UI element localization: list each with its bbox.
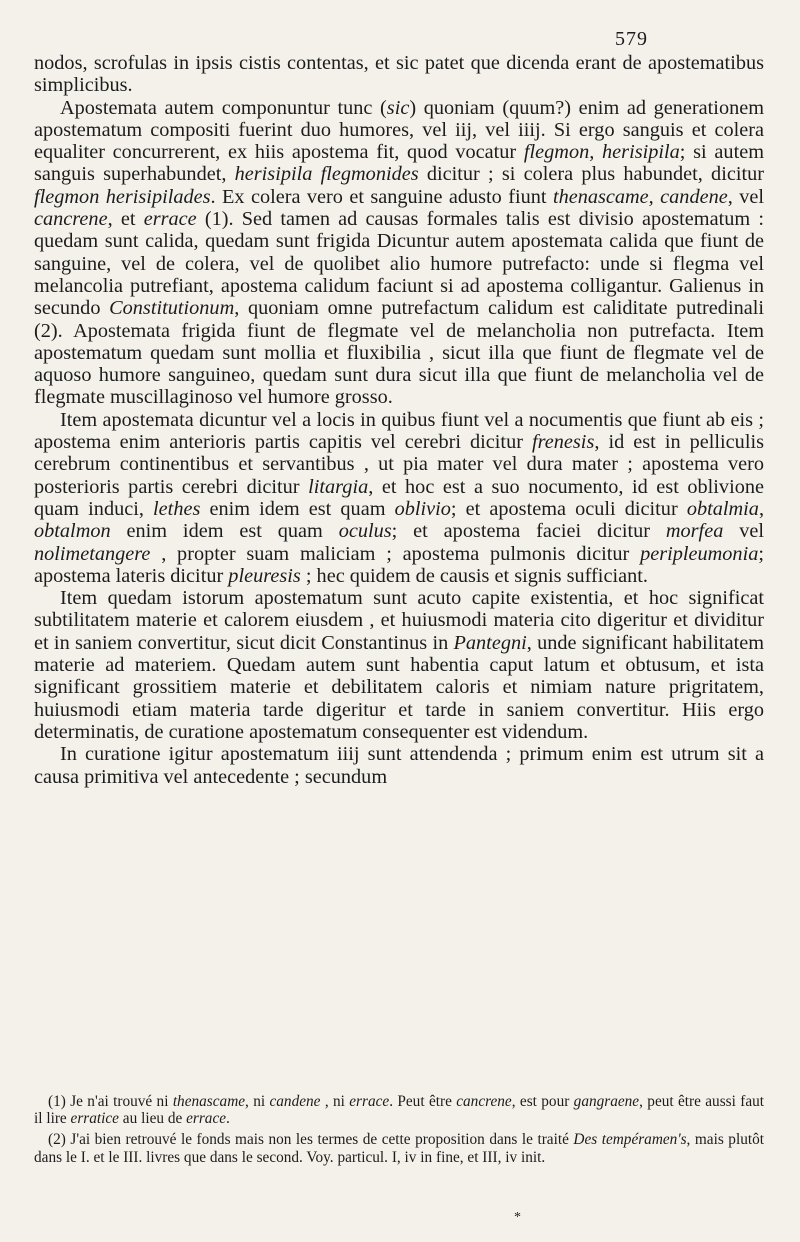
paragraph-5: In curatione igitur apostematum iiij sunt attendenda ; primum enim est utrum sit a causa primitiva vel antecedente ; secundum bbox=[34, 743, 764, 788]
paragraph-4: Item quedam istorum apostematum sunt acuto capite existentia, et hoc significat subtilitatem materie et calorem eiusdem , et huiusmodi materia cito digeritur et dividitur et in saniem convertitur, sicut dicit Constantinus in Pantegni, unde significant habilitatem materie ad materiem. Quedam autem sunt habentia caput latum et obtusum, et ista significant grossitiem materie et debilitatem caloris et nimiam nature prigritatem, huiusmodi etiam materia tarde digeritur et tarde in saniem convertitur. Hiis ergo determinatis, de curatione apostematum consequenter est videndum. bbox=[34, 587, 764, 743]
footnote-1: (1) Je n'ai trouvé ni thenascame, ni candene , ni errace. Peut être cancrene, est pour gangraene, peut être aussi faut il lire erratice au lieu de errace. bbox=[34, 1093, 765, 1128]
paragraph-2: Apostemata autem componuntur tunc (sic) quoniam (quum?) enim ad generationem apostematum compositi fuerint duo humores, vel iij, vel iiij. Si ergo sanguis et colera equaliter concurrerent, ex hiis apostema fit, quod vocatur flegmon, herisipila; si autem sanguis superhabundet, herisipila flegmonides dicitur ; si colera plus habundet, dicitur flegmon herisipilades. Ex colera vero et sanguine adusto fiunt thenascame, candene, vel cancrene, et errace (1). Sed tamen ad causas formales talis est divisio apostematum : quedam sunt calida, quedam sunt frigida Dicuntur autem apostemata calida que fiunt de sanguine, vel de colera, vel de quolibet alio humore putrefacto: unde si flegma vel melancolia putrefiant, apostema calidum faciunt si ad apostema colligantur. Galienus in secundo Constitutionum, quoniam omne putrefactum calidum est caliditate putredinali (2). Apostemata frigida fiunt de flegmate vel de melancholia non putrefacta. Item apostematum quedam sunt mollia et fluxibilia , sicut illa que fiunt de flegmate vel de aquoso humore sanguineo, quedam sunt dura sicut illa que fiunt de melancholia vel de flegmate muscillaginoso vel humore grosso. bbox=[34, 96, 764, 409]
paragraph-3: Item apostemata dicuntur vel a locis in quibus fiunt vel a nocumentis que fiunt ab eis ; apostema enim anterioris partis capitis vel cerebri dicitur frenesis, id est in pelliculis cerebrum continentibus et servantibus , ut pia mater vel dura mater ; apostema vero posterioris partis cerebri dicitur litargia, et hoc est a suo nocumento, id est oblivione quam induci, lethes enim idem est quam oblivio; et apostema oculi dicitur obtalmia, obtalmon enim idem est quam oculus; et apostema faciei dicitur morfea vel nolimetangere , propter suam maliciam ; apostema pulmonis dicitur peripleumonia; apostema lateris dicitur pleuresis ; hec quidem de causis et signis sufficiant. bbox=[34, 408, 765, 587]
page-number: 579 bbox=[615, 28, 648, 50]
main-text bbox=[34, 52, 764, 788]
footnote-2: (2) J'ai bien retrouvé le fonds mais non les termes de cette proposition dans le traité Des tempéramen's, mais plutôt dans le I. et le III. livres que dans le second. Voy. particul. I, iv in fine, et III, iv init. bbox=[34, 1131, 765, 1166]
bottom-mark: * bbox=[514, 1210, 521, 1225]
footnotes bbox=[34, 1093, 764, 1170]
paragraph-1: nodos, scrofulas in ipsis cistis contentas, et sic patet que dicenda erant de apostematibus simplicibus. bbox=[34, 52, 764, 97]
